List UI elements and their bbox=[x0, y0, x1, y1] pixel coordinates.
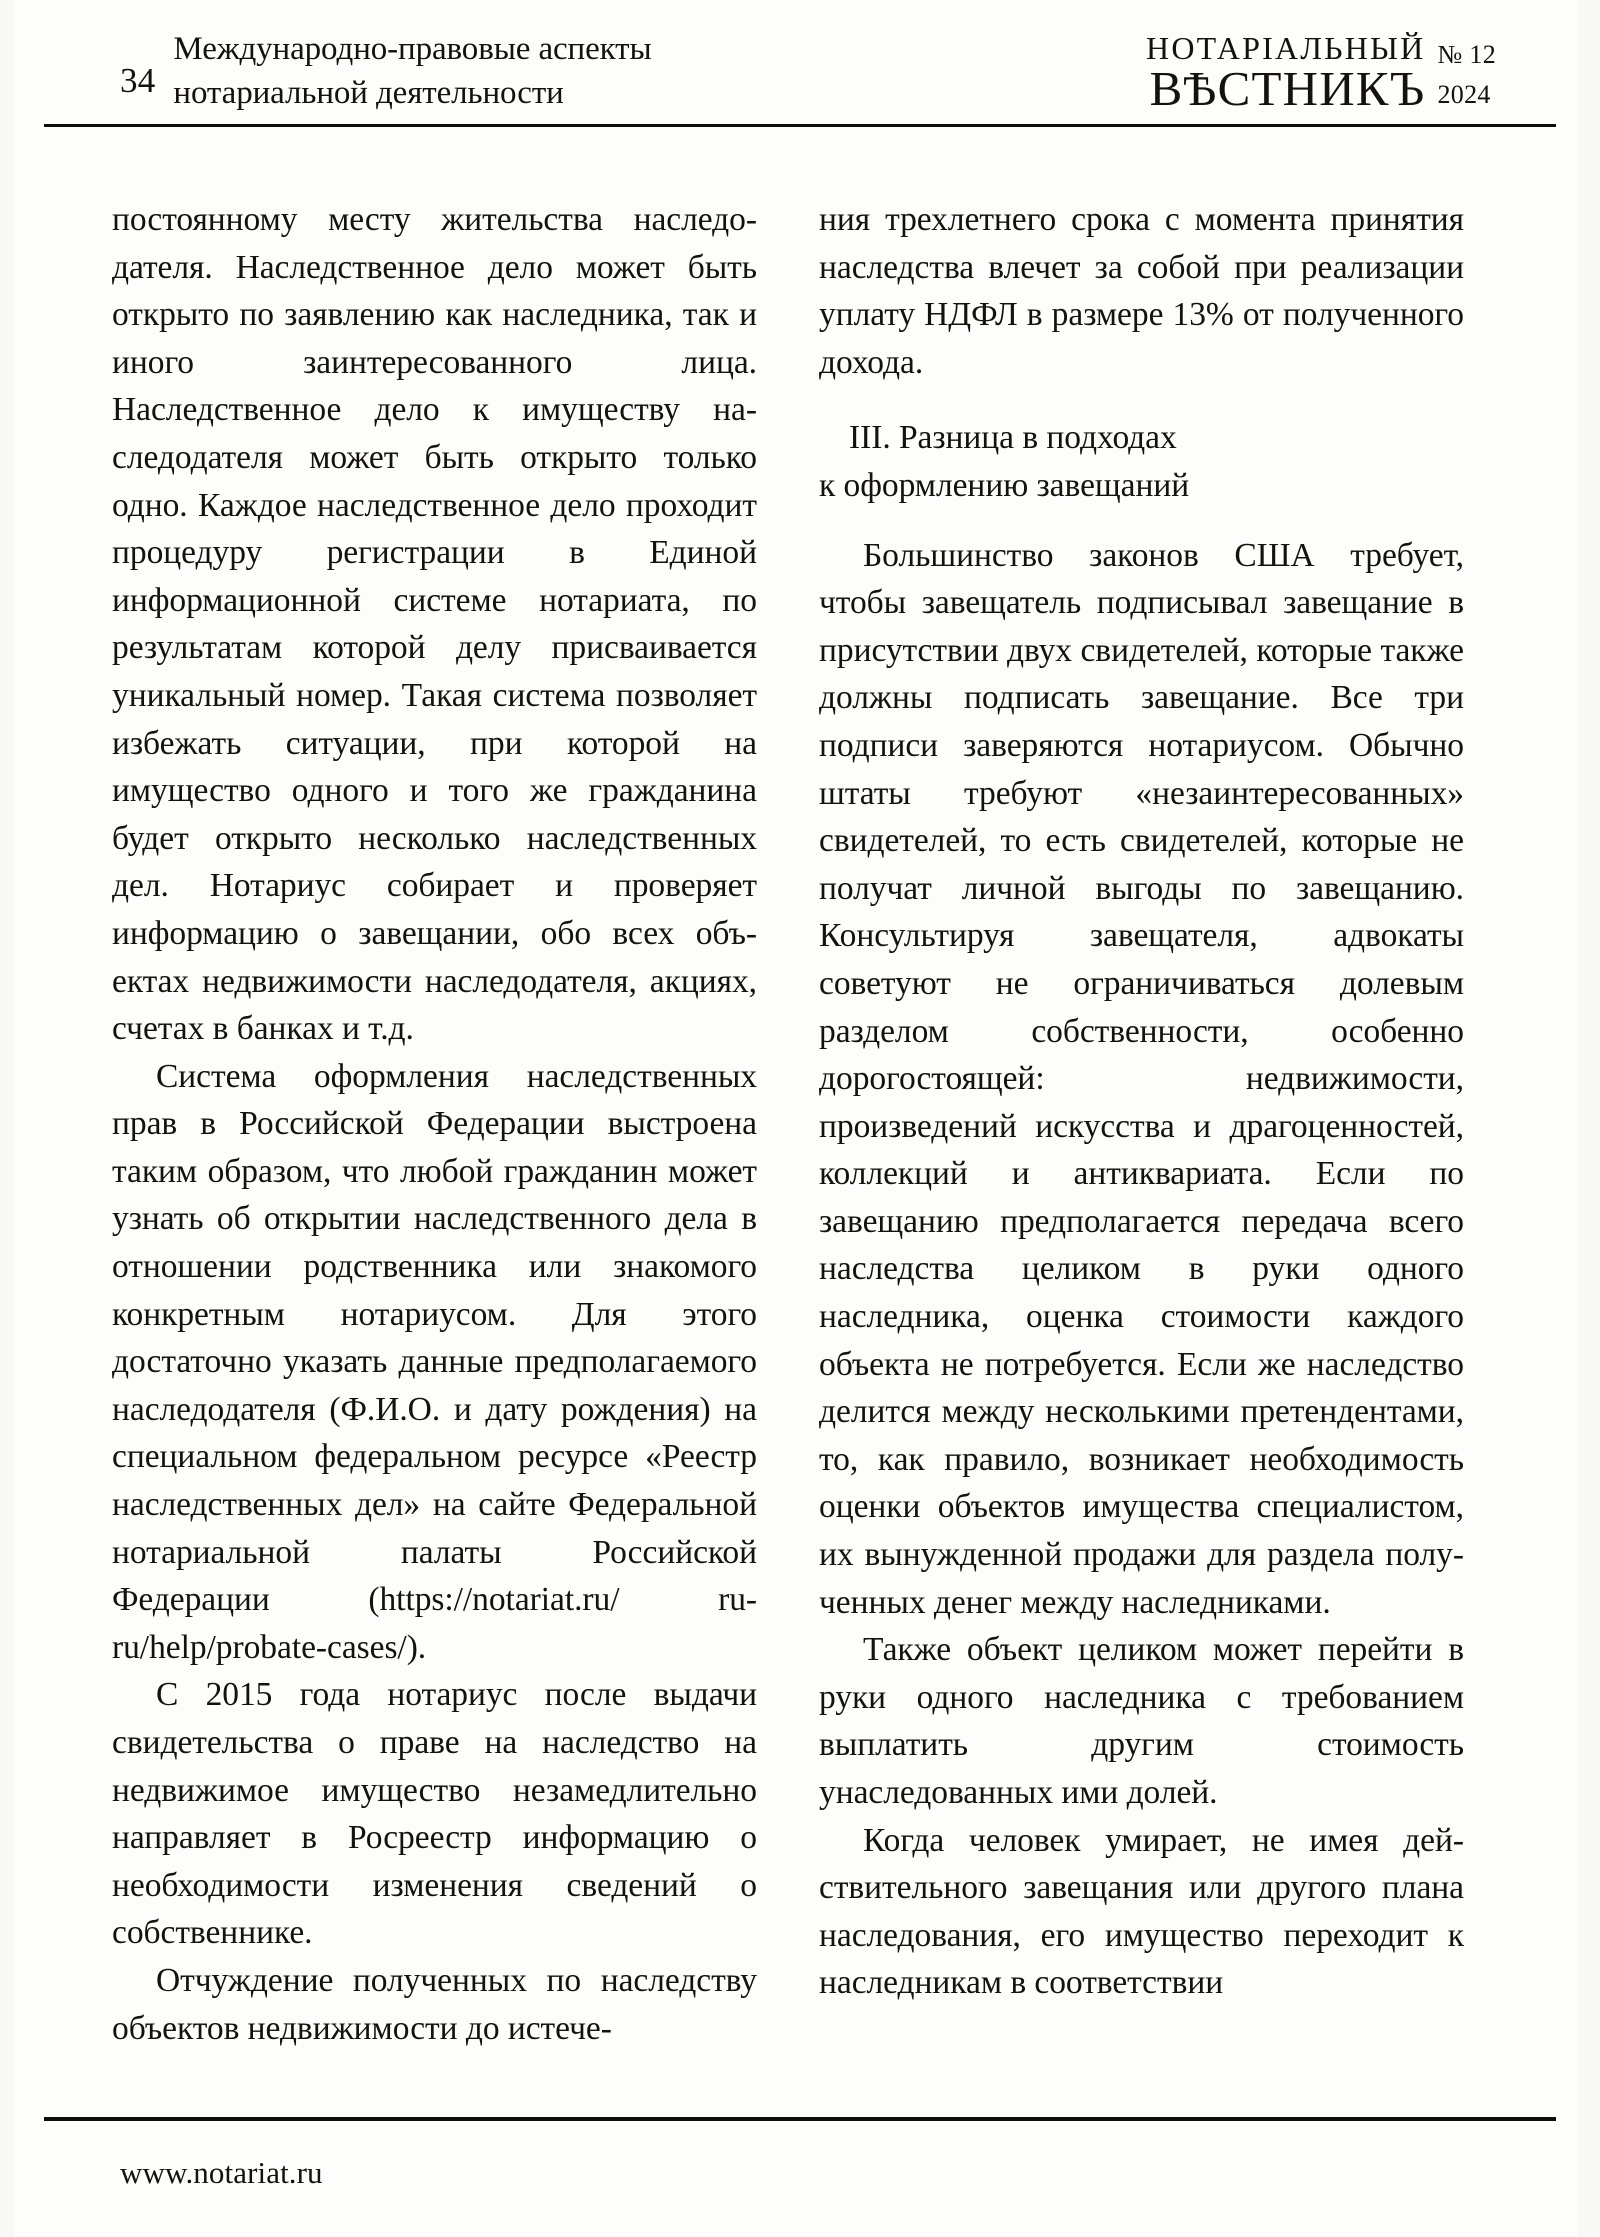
paragraph: Когда человек умирает, не имея действительного завещания или другого плана наследования, его имущество переходит к наследникам в соответствии bbox=[819, 1821, 1464, 2002]
section-heading-line-1: III. Разница в подходах bbox=[849, 419, 1177, 457]
running-title-line-2: нотариальной деятельности bbox=[173, 74, 564, 111]
masthead-line-2: ВѢСТНИКЪ bbox=[1149, 61, 1426, 116]
running-head bbox=[96, 28, 1504, 120]
page-number: 34 bbox=[120, 61, 156, 100]
paragraph: Большинство законов США требует, чтобы завещатель подписывал завещание в присутствии двух свидетелей, которые также должны подписать завещание. Все три подписи заверяются нотариусом. Обычно штаты требуют «незаинтересованных» свидетелей, то есть свидетелей, которые не получат личной выгоды по завещанию. Консультируя завещателя, адвокаты советуют не ограничиваться долевым разделом собственности, особенно дорогостоящей: недвижимости, произведений искусства и драгоценностей, коллекций и антиквариата. Если по завещанию предполагается передача всего наследства целиком в руки одного наследника, оценка стоимости каждого объекта не потребуется. Если же наследство делится между несколькими претендентами, то, как правило, возникает необходимость оценки объектов имущества специалистом, их вынужденной продажи для раздела полученных денег между наследниками. bbox=[819, 536, 1464, 1621]
section-heading-line-2: к оформлению завещаний bbox=[819, 466, 1190, 504]
header-rule bbox=[44, 124, 1556, 127]
issue-number: № 12 bbox=[1437, 40, 1496, 70]
running-head-right bbox=[1146, 30, 1496, 116]
section-heading bbox=[819, 386, 1464, 531]
column-left bbox=[112, 196, 757, 2052]
running-title-line-1: Международно-правовые аспекты bbox=[173, 31, 652, 67]
journal-masthead bbox=[1146, 30, 1426, 116]
paragraph: Отчуждение полученных по наследству объектов недвижимости до истече- bbox=[112, 1961, 757, 2047]
body-columns bbox=[112, 196, 1488, 2052]
paragraph: С 2015 года нотариус после выдачи свидетельства о праве на наследство на недвижимое имущество незамедлительно направляет в Росреестр информацию о необходимости изменения сведений о собственнике. bbox=[112, 1676, 757, 1952]
running-head-left bbox=[120, 28, 652, 116]
footer-rule bbox=[44, 2117, 1556, 2121]
running-title bbox=[173, 28, 651, 116]
column-right bbox=[819, 196, 1464, 2052]
masthead-line-1: НОТАРІАЛЬНЫЙ bbox=[1146, 30, 1426, 66]
scan-edge-left bbox=[0, 0, 14, 2237]
issue-info bbox=[1437, 39, 1496, 113]
footer-website: www.notariat.ru bbox=[120, 2155, 323, 2190]
issue-year: 2024 bbox=[1437, 79, 1491, 109]
paragraph: Система оформления наследственных прав в Российской Федерации выстроена таким образом, что любой гражданин может узнать об открытии наследственного дела в отношении родственника или знакомого конкретным нотариусом. Для этого достаточно указать данные предполагаемого наследодателя (Ф.И.О. и дату рождения) на специальном федеральном ресурсе «Реестр наследственных дел» на сайте Федеральной нотариальной палаты Российской Федерации (https://notariat.ru/ ru-ru/help/probate-cases/). bbox=[112, 1057, 757, 1666]
paragraph-continuation: ния трехлетнего срока с момента принятия наследства влечет за собой при реализации уплату НДФЛ в размере 13% от полученного дохода. bbox=[819, 201, 1464, 381]
paragraph: Также объект целиком может перейти в руки одного наследника с требованием выплатить другим стоимость унаследованных ими долей. bbox=[819, 1631, 1464, 1811]
scan-edge-right bbox=[1578, 0, 1600, 2237]
paragraph: постоянному месту жительства наследодателя. Наследственное дело может быть открыто по заявлению как наследника, так и иного заинтересованного лица. Наследственное дело к имуществу наследодателя может быть открыто только одно. Каждое наследственное дело проходит процедуру регистрации в Единой информационной системе нотариата, по результатам которой делу присваивается уникальный номер. Такая система позволяет избежать ситуации, при которой на имущество одного и того же гражданина будет открыто несколько наследственных дел. Нотариус собирает и проверяет информацию о завещании, обо всех объектах недвижимости наследодателя, акциях, счетах в банках и т.д. bbox=[112, 201, 757, 1048]
